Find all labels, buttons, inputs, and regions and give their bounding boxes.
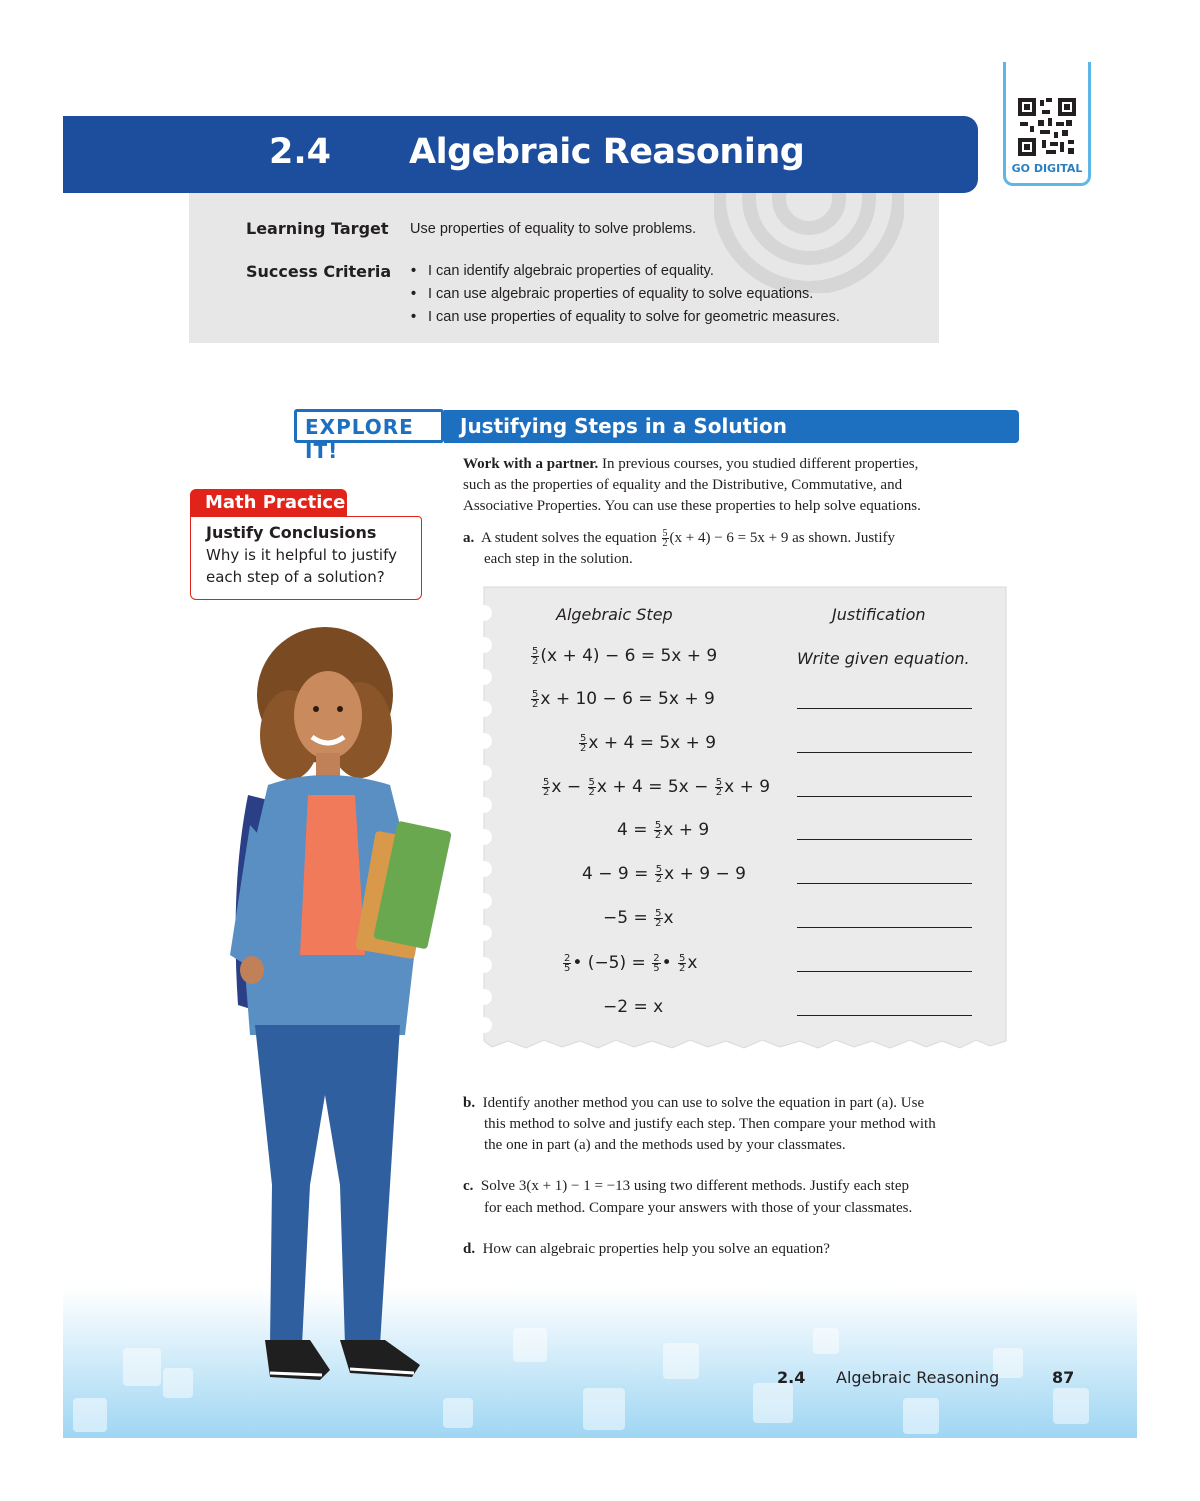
justification-blank[interactable] [797,1015,972,1016]
algebraic-step: $\frac{5}{2}$ x − $\frac{5}{2}$ x + 4 = 5x − $\frac{5}{2}$ x + 9 [543,776,771,798]
part-c-line: c. Solve 3(x + 1) − 1 = −13 using two different methods. Justify each step [463,1178,910,1194]
part-b-line: the one in part (a) and the methods used by your classmates. [484,1137,846,1153]
explore-title: Justifying Steps in a Solution [460,414,787,438]
target-rings-icon [714,193,904,293]
page-number: 87 [1052,1368,1075,1387]
justification-blank[interactable] [797,883,972,884]
justification-blank[interactable] [797,796,972,797]
justification-blank[interactable] [797,708,972,709]
algebraic-step: 4 − 9 = $\frac{5}{2}$ x + 9 − 9 [582,863,746,885]
intro-text: In previous courses, you studied different properties, [602,456,919,472]
part-c-letter: c. [463,1178,474,1194]
algebraic-step: 4 = $\frac{5}{2}$ x + 9 [617,819,710,841]
justification-blank[interactable] [797,971,972,972]
intro-line: such as the properties of equality and the Distributive, Commutative, and [463,477,903,493]
go-digital-label: GO DIGITAL [1011,162,1083,175]
section-title: Algebraic Reasoning [409,132,805,172]
part-b-line: this method to solve and justify each step. Then compare your method with [484,1116,936,1132]
math-practice-heading: Justify Conclusions [206,523,377,542]
part-c-line: for each method. Compare your answers with those of your classmates. [484,1200,913,1216]
footer-title: Algebraic Reasoning [836,1368,1000,1387]
qr-code-icon [1018,98,1076,156]
table-header-step: Algebraic Step [556,605,673,624]
table-header-justification: Justification [832,605,926,624]
go-digital-box[interactable] [1003,62,1091,186]
part-a-equation: (x + 4) − 6 = 5x + 9 as shown. Justify [669,529,895,546]
math-practice-question: each step of a solution? [206,568,385,586]
footer-section: 2.4 [777,1368,806,1387]
success-criterion: • I can identify algebraic properties of equality. [428,263,714,279]
success-criterion: • I can use algebraic properties of equality to solve equations. [428,286,813,302]
math-practice-tab [190,489,347,517]
learning-target-text: Use properties of equality to solve problems. [410,221,697,237]
success-criteria-label: Success Criteria [246,262,392,281]
section-banner [63,116,978,193]
part-a-line [463,529,895,548]
part-d-letter: d. [463,1241,476,1257]
learning-target-panel [189,193,939,343]
algebraic-step: $\frac{2}{5}$ • (−5) = $\frac{2}{5}$ • $\frac{5}{2}$ x [564,952,698,974]
part-a-letter: a. [463,529,475,546]
explore-badge [294,409,444,463]
section-number: 2.4 [269,132,332,172]
intro-lead: Work with a partner. [463,456,599,472]
success-criterion: • I can use properties of equality to solve for geometric measures. [428,309,840,325]
math-practice-question: Why is it helpful to justify [206,546,397,564]
justification-blank[interactable] [797,839,972,840]
justification-blank[interactable] [797,927,972,928]
part-b-letter: b. [463,1095,476,1111]
part-a-text: A student solves the equation [480,529,657,546]
intro-line: Associative Properties. You can use these properties to help solve equations. [463,498,921,514]
justification-blank[interactable] [797,752,972,753]
algebraic-step: −5 = $\frac{5}{2}$ x [603,907,674,929]
math-practice-tab-label: Math Practice [205,492,346,513]
algebraic-step: $\frac{5}{2}$ x + 4 = 5x + 9 [580,732,717,754]
explore-badge-text: EXPLORE IT! [305,415,414,463]
part-a-line: each step in the solution. [484,551,633,567]
fraction: $\frac{5}{2}$ [662,528,668,549]
intro-line [463,456,918,473]
algebraic-step: $\frac{5}{2}$ (x + 4) − 6 = 5x + 9 [532,645,718,667]
student-photo [190,625,460,1395]
part-d-line: d. How can algebraic properties help you solve an equation? [463,1241,830,1257]
part-b-line: b. Identify another method you can use to solve the equation in part (a). Use [463,1095,925,1111]
algebraic-step: $\frac{5}{2}$ x + 10 − 6 = 5x + 9 [532,688,715,710]
algebraic-step: −2 = x [603,997,664,1017]
justification-given: Write given equation. [797,649,970,668]
learning-target-label: Learning Target [246,219,389,238]
